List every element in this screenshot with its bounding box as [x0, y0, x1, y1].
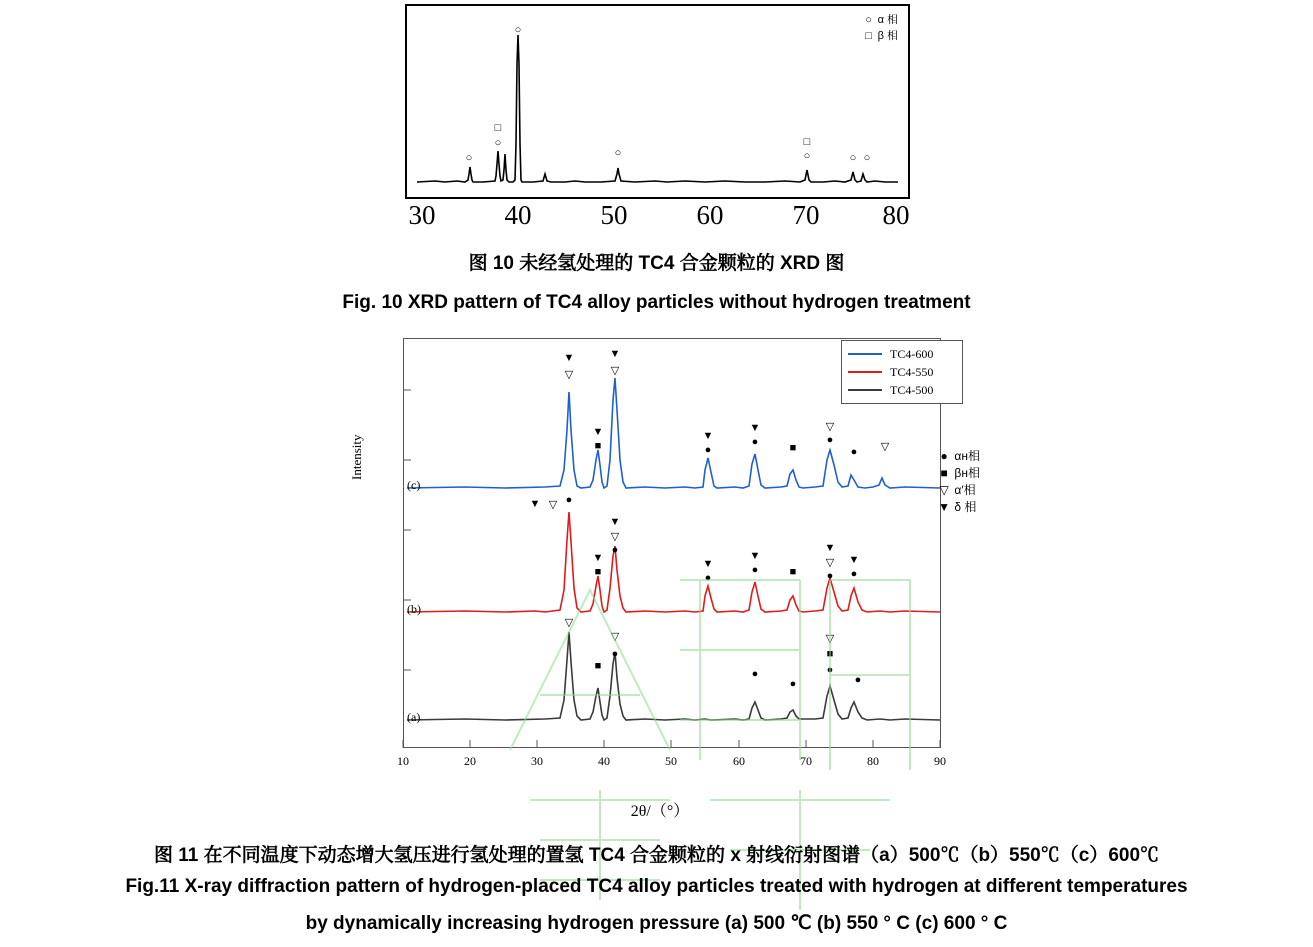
x-tick-label: 70 [800, 754, 812, 768]
peak-marker-alpha-h: ● [704, 572, 712, 584]
peak-marker-alpha-h: ● [751, 668, 759, 680]
x-tick-label: 40 [598, 754, 610, 768]
peak-marker-beta-h: ■ [789, 442, 797, 454]
phase-entry-delta [937, 499, 980, 516]
legend-entry-tc4-600 [848, 345, 956, 363]
figure-11-phase-legend [937, 448, 980, 516]
peak-marker-delta: ▼ [592, 552, 604, 564]
peak-marker-alpha-prime: ▽ [825, 633, 835, 645]
peak-marker-beta-h: ■ [789, 566, 797, 578]
peak-marker-alpha-h: ● [611, 544, 619, 556]
square-marker-icon: □ [865, 30, 872, 42]
peak-marker-alpha-h: ● [850, 446, 858, 458]
peak-marker-alpha-prime: ▽ [610, 531, 620, 543]
x-tick-label: 80 [867, 754, 879, 768]
peak-marker-alpha-prime: ▽ [564, 369, 574, 381]
peak-marker-delta: ▼ [749, 550, 761, 562]
figure-11-caption-english-line1: Fig.11 X-ray diffraction pattern of hydrogen-placed TC4 alloy particles treated with hydrogen at different temperatures [125, 876, 1188, 897]
curve-label-c: (c) [407, 478, 421, 492]
peak-marker-alpha-h: ● [704, 444, 712, 456]
peak-marker-alpha-h: ● [751, 436, 759, 448]
figure-11-caption-english-line2: by dynamically increasing hydrogen pressure (a) 500 ℃ (b) 550 ° C (c) 600 ° C [305, 913, 1008, 934]
legend-label: TC4-550 [890, 364, 934, 379]
legend-line-icon [848, 353, 882, 355]
peak-marker-alpha-prime: ▽ [564, 617, 574, 629]
peak-marker-alpha-prime: ▽ [880, 441, 890, 453]
peak-marker-delta: ▼ [609, 516, 621, 528]
x-tick-label: 30 [408, 200, 436, 230]
filled-square-marker-icon: ■ [940, 466, 948, 480]
legend-label: TC4-500 [890, 382, 934, 397]
peak-marker-delta: ▼ [592, 426, 604, 438]
peak-marker-delta: ▼ [609, 348, 621, 360]
x-tick-label: 20 [464, 754, 476, 768]
figure-10-caption-chinese: 图 10 未经氢处理的 TC4 合金颗粒的 XRD 图 [468, 253, 845, 274]
legend-label: TC4-600 [890, 346, 934, 361]
peak-marker-beta: □ [803, 136, 811, 148]
peak-marker-beta-h: ■ [594, 440, 602, 452]
x-tick-label: 90 [934, 754, 946, 768]
peak-marker-alpha-prime: ▽ [610, 365, 620, 377]
filled-triangle-marker-icon: ▼ [938, 500, 951, 514]
x-tick-label: 30 [531, 754, 543, 768]
peak-marker-alpha-prime: ▽ [548, 499, 558, 511]
peak-marker-alpha: ○ [514, 24, 522, 36]
x-tick-label: 10 [397, 754, 409, 768]
peak-marker-delta: ▼ [848, 554, 860, 566]
figure-11-y-axis-label: Intensity [349, 434, 364, 480]
figure-10-x-axis [405, 200, 910, 234]
peak-marker-alpha-prime: ▽ [825, 557, 835, 569]
legend-entry-alpha [863, 12, 898, 28]
legend-entry-tc4-550 [848, 363, 956, 381]
phase-label: δ 相 [954, 500, 977, 514]
figure-11-caption-chinese: 图 11 在不同温度下动态增大氢压进行氢处理的置氢 TC4 合金颗粒的 x 射线衍射图谱（a）500℃（b）550℃（c）600℃ [153, 845, 1160, 866]
phase-label: αн相 [954, 449, 980, 463]
x-tick-label: 70 [792, 200, 820, 230]
figure-10-xrd-chart [405, 4, 910, 199]
legend-entry-beta [863, 28, 898, 44]
peak-marker-beta-h: ■ [826, 648, 834, 660]
peak-marker-alpha: ○ [465, 152, 473, 164]
peak-marker-alpha: ○ [849, 152, 857, 164]
peak-marker-beta: □ [494, 122, 502, 134]
peak-marker-alpha-h: ● [826, 434, 834, 446]
peak-marker-alpha: ○ [614, 147, 622, 159]
peak-marker-alpha: ○ [494, 137, 502, 149]
x-tick-label: 80 [882, 200, 910, 230]
peak-marker-alpha-prime: ▽ [825, 421, 835, 433]
phase-label: βн相 [954, 466, 980, 480]
x-tick-label: 50 [665, 754, 677, 768]
curve-label-b: (b) [407, 602, 421, 616]
legend-line-icon [848, 371, 882, 373]
figure-10-trace [405, 4, 910, 199]
open-triangle-marker-icon: ▽ [939, 483, 949, 497]
legend-entry-tc4-500 [848, 381, 956, 399]
peak-marker-alpha-h: ● [854, 674, 862, 686]
figure-11-x-axis-label: 2θ/（°） [630, 803, 690, 820]
x-tick-label: 50 [600, 200, 628, 230]
peak-marker-alpha-h: ● [826, 570, 834, 582]
peak-marker-delta: ▼ [749, 422, 761, 434]
peak-marker-delta: ▼ [529, 498, 541, 510]
figure-11-xrd-chart [345, 330, 980, 830]
legend-line-icon [848, 389, 882, 391]
phase-entry-alpha-prime [937, 482, 980, 499]
peak-marker-alpha-h: ● [826, 664, 834, 676]
phase-label: α′相 [954, 483, 976, 497]
phase-entry-alpha-h [937, 448, 980, 465]
x-tick-label: 60 [696, 200, 724, 230]
figure-11-x-axis [397, 754, 946, 774]
peak-marker-delta: ▼ [702, 558, 714, 570]
peak-marker-alpha: ○ [863, 152, 871, 164]
peak-marker-alpha: ○ [803, 150, 811, 162]
x-tick-label: 40 [504, 200, 532, 230]
x-tick-label: 60 [733, 754, 745, 768]
peak-marker-delta: ▼ [563, 352, 575, 364]
peak-marker-delta: ▼ [824, 542, 836, 554]
peak-marker-delta: ▼ [702, 430, 714, 442]
circle-marker-icon: ○ [865, 14, 872, 26]
figure-10-legend [863, 12, 898, 44]
peak-marker-beta-h: ■ [594, 566, 602, 578]
phase-entry-beta-h [937, 465, 980, 482]
curve-label-a: (a) [407, 710, 421, 724]
peak-marker-alpha-prime: ▽ [610, 631, 620, 643]
peak-marker-alpha-h: ● [850, 568, 858, 580]
filled-circle-marker-icon: ● [940, 449, 948, 463]
figure-11-series-legend [841, 340, 963, 404]
peak-marker-alpha-h: ● [751, 564, 759, 576]
peak-marker-alpha-h: ● [789, 678, 797, 690]
peak-marker-beta-h: ■ [594, 660, 602, 672]
legend-label: α 相 [877, 14, 898, 26]
legend-label: β 相 [877, 30, 898, 42]
figure-10-caption-english: Fig. 10 XRD pattern of TC4 alloy particles without hydrogen treatment [342, 292, 971, 313]
peak-marker-alpha-h: ● [565, 494, 573, 506]
peak-marker-alpha-h: ● [611, 648, 619, 660]
